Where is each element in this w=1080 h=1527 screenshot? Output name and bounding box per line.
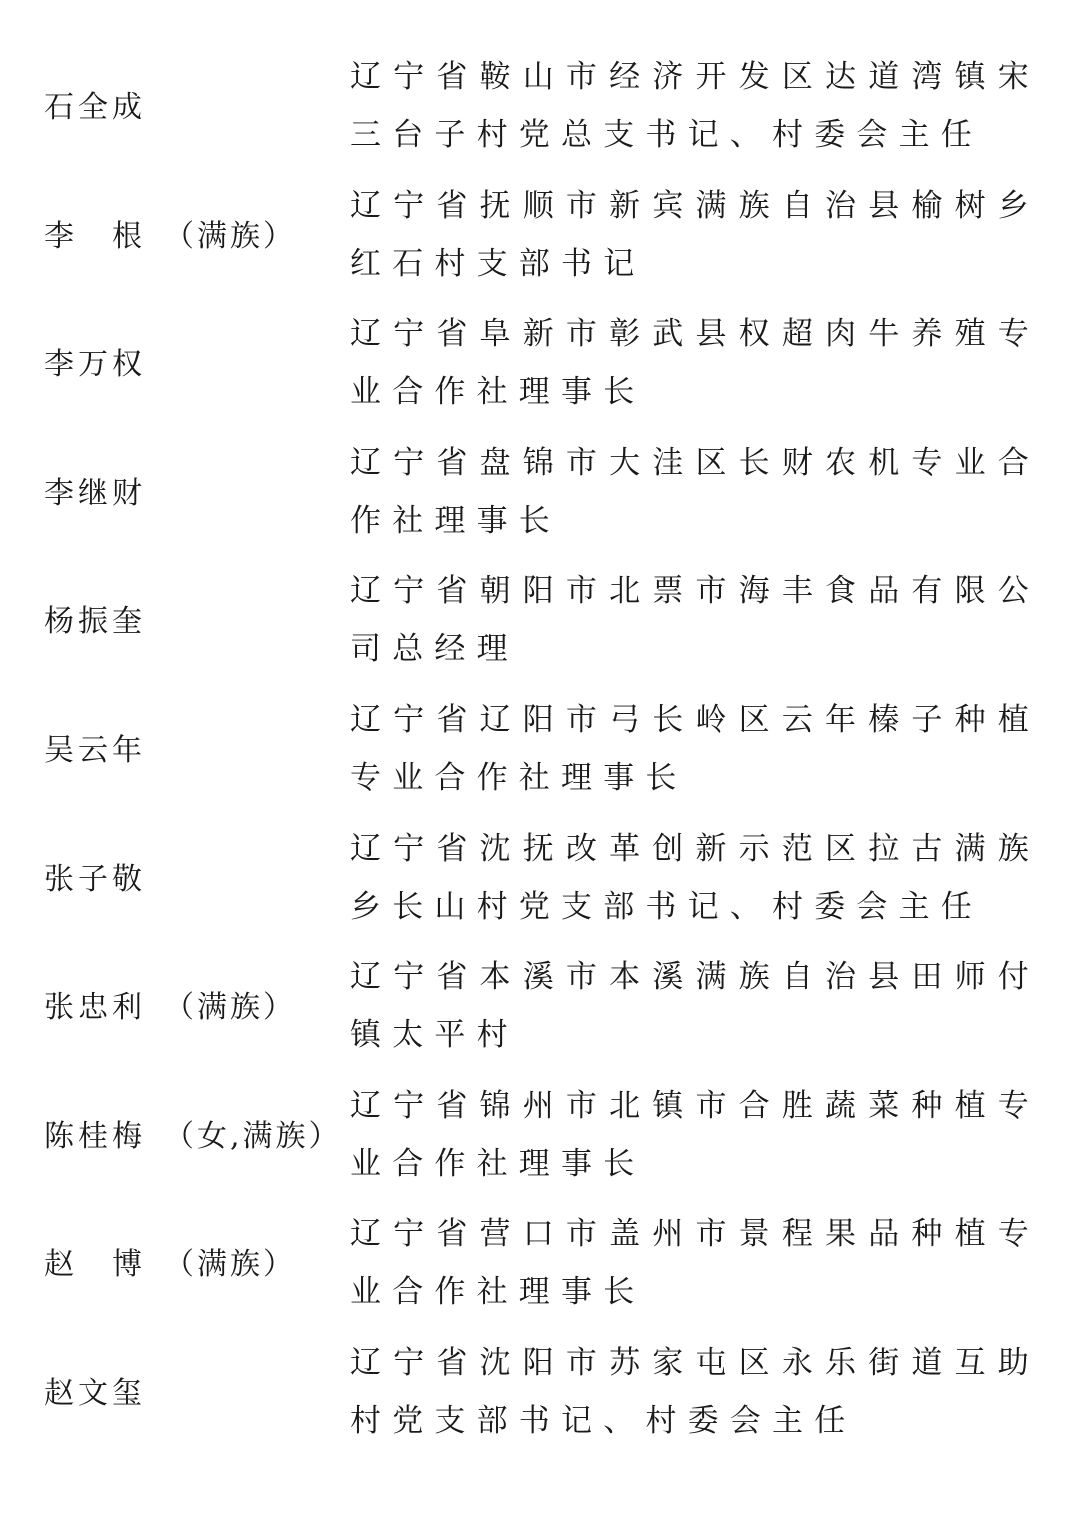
- ethnicity-note: （女,满族）: [164, 1118, 342, 1154]
- name-text: 石全成: [44, 90, 146, 125]
- list-item: [0, 1326, 1080, 1455]
- person-title: 辽宁省沈抚改革创新示范区拉古满族乡长山村党支部书记、村委会主任: [350, 830, 1040, 925]
- name-text: 陈桂梅: [44, 1118, 146, 1154]
- person-name: [44, 812, 146, 940]
- name-text: 李万权: [44, 347, 146, 383]
- list-item: [0, 40, 1080, 169]
- honoree-list: [0, 40, 1080, 1455]
- list-item: [0, 426, 1080, 555]
- person-name: [44, 1069, 342, 1197]
- name-text: 张子敬: [44, 861, 146, 897]
- list-item: [0, 940, 1080, 1069]
- person-title: 辽宁省沈阳市苏家屯区永乐街道互助村党支部书记、村委会主任: [350, 1344, 1040, 1439]
- person-title: 辽宁省锦州市北镇市合胜蔬菜种植专业合作社理事长: [350, 1087, 1040, 1182]
- list-item: [0, 554, 1080, 683]
- person-title: 辽宁省抚顺市新宾满族自治县榆树乡红石村支部书记: [350, 187, 1040, 282]
- ethnicity-note: （满族）: [164, 990, 296, 1026]
- person-name: [44, 554, 146, 682]
- person-title: 辽宁省辽阳市弓长岭区云年榛子种植专业合作社理事长: [350, 701, 1040, 796]
- name-text: 李继财: [44, 475, 146, 511]
- list-item: [0, 812, 1080, 941]
- person-title: 辽宁省鞍山市经济开发区达道湾镇宋三台子村党总支书记、村委会主任: [350, 59, 1040, 153]
- person-name: [44, 297, 146, 425]
- list-item: [0, 297, 1080, 426]
- person-title: 辽宁省阜新市彰武县权超肉牛养殖专业合作社理事长: [350, 316, 1040, 411]
- ethnicity-note: （满族）: [164, 1247, 296, 1283]
- person-name: [44, 940, 296, 1068]
- person-name: [44, 1197, 296, 1325]
- person-title: 辽宁省营口市盖州市景程果品种植专业合作社理事长: [350, 1216, 1040, 1311]
- name-text: 杨振奎: [44, 604, 146, 640]
- person-name: [44, 1326, 146, 1454]
- name-text: 吴云年: [44, 732, 146, 768]
- person-title: 辽宁省盘锦市大洼区长财农机专业合作社理事长: [350, 444, 1040, 539]
- person-name: [44, 426, 146, 554]
- person-name: [44, 169, 296, 297]
- list-item: [0, 169, 1080, 298]
- list-item: [0, 683, 1080, 812]
- person-title: 辽宁省朝阳市北票市海丰食品有限公司总经理: [350, 573, 1040, 668]
- person-name: [44, 683, 146, 811]
- ethnicity-note: （满族）: [164, 218, 296, 254]
- list-item: [0, 1197, 1080, 1326]
- name-text: 赵 博: [44, 1247, 146, 1283]
- name-text: 张忠利: [44, 990, 146, 1026]
- person-name: [44, 40, 146, 168]
- name-text: 赵文玺: [44, 1375, 146, 1411]
- list-item: [0, 1069, 1080, 1198]
- name-text: 李 根: [44, 218, 146, 254]
- person-title: 辽宁省本溪市本溪满族自治县田师付镇太平村: [350, 959, 1040, 1054]
